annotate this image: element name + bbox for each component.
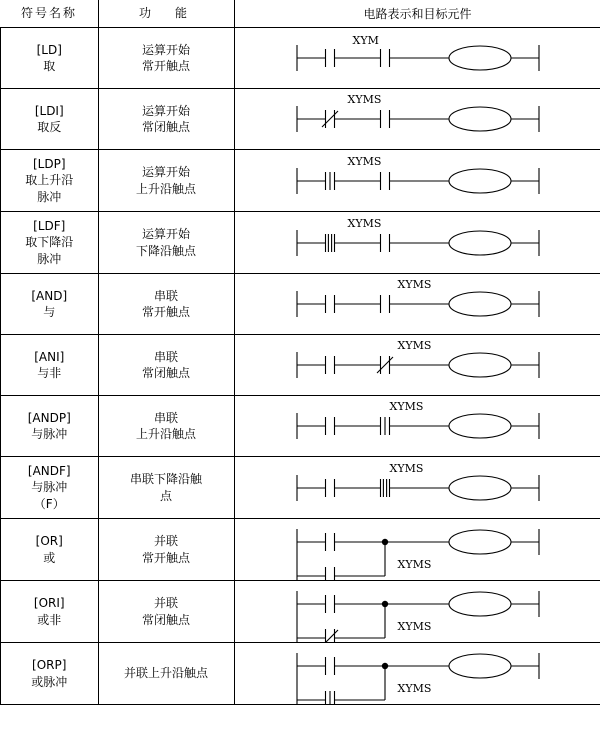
device-label: XYMS xyxy=(397,278,432,291)
ladder-svg xyxy=(235,28,600,84)
symbol-line: [ANDF] xyxy=(27,464,71,479)
cell-symbol-name xyxy=(1,150,99,212)
ladder-svg xyxy=(235,151,600,211)
device-label: XYMS xyxy=(389,461,424,475)
cell-circuit xyxy=(234,274,600,335)
cell-symbol-name xyxy=(1,457,99,519)
ladder-diagram xyxy=(235,28,600,88)
function-line: 常开触点 xyxy=(141,305,190,319)
ladder-diagram xyxy=(235,520,600,580)
symbol-line: 与脉冲 xyxy=(31,427,68,441)
function-line: 下降沿触点 xyxy=(135,243,196,258)
table-row xyxy=(1,581,600,643)
cell-circuit xyxy=(234,89,600,150)
symbol-line: 取上升沿 xyxy=(25,173,74,188)
header-function xyxy=(98,0,234,28)
function-line: 并联上升沿触点 xyxy=(123,666,208,681)
ladder-svg xyxy=(235,89,600,145)
symbol-line: （F） xyxy=(33,496,65,511)
table-row xyxy=(1,274,600,335)
device-label: XYMS xyxy=(397,557,432,571)
function-line: 常闭触点 xyxy=(141,120,190,134)
table-row xyxy=(1,212,600,274)
symbol-line: 脉冲 xyxy=(37,251,62,266)
cell-symbol-name xyxy=(1,581,99,643)
function-line: 常开触点 xyxy=(141,550,190,565)
cell-symbol-name xyxy=(1,89,99,150)
function-line: 运算开始 xyxy=(141,227,190,242)
header-function-label: 功 能 xyxy=(138,5,193,20)
function-line: 运算开始 xyxy=(141,103,190,118)
cell-circuit xyxy=(234,519,600,581)
cell-function xyxy=(98,519,234,581)
cell-function xyxy=(98,28,234,89)
cell-function xyxy=(98,457,234,519)
cell-function xyxy=(98,581,234,643)
cell-function xyxy=(98,212,234,274)
ladder-diagram xyxy=(235,213,600,273)
cell-circuit xyxy=(234,335,600,396)
cell-symbol-name xyxy=(1,643,99,705)
symbol-line: 或 xyxy=(43,550,56,565)
function-line: 运算开始 xyxy=(141,42,190,57)
function-line: 串联 xyxy=(153,349,178,364)
table-row xyxy=(1,28,600,89)
symbol-line: 取 xyxy=(43,59,56,73)
device-label: XYMS xyxy=(347,216,382,230)
device-label: XYMS xyxy=(397,681,432,695)
ladder-diagram xyxy=(235,274,600,334)
symbol-line: 与 xyxy=(43,305,56,319)
table-row xyxy=(1,643,600,705)
cell-function xyxy=(98,150,234,212)
device-label: XYM xyxy=(352,34,379,47)
symbol-line: 脉冲 xyxy=(37,189,62,204)
function-line: 点 xyxy=(159,488,172,503)
symbol-line: [LDI] xyxy=(34,103,64,118)
header-symbol-name xyxy=(1,0,99,28)
function-line: 串联下降沿触 xyxy=(129,472,202,487)
cell-circuit xyxy=(234,396,600,457)
symbol-line: 取下降沿 xyxy=(25,235,74,250)
cell-symbol-name xyxy=(1,335,99,396)
cell-function xyxy=(98,335,234,396)
ladder-svg xyxy=(235,213,600,273)
ladder-diagram xyxy=(235,396,600,456)
symbol-line: [ANI] xyxy=(34,349,65,364)
ladder-svg xyxy=(235,582,600,642)
symbol-line: [LDP] xyxy=(32,157,66,172)
table-row xyxy=(1,335,600,396)
device-label: XYMS xyxy=(397,339,432,352)
function-line: 并联 xyxy=(153,596,178,611)
function-line: 上升沿触点 xyxy=(135,427,196,441)
cell-circuit xyxy=(234,457,600,519)
symbol-line: [ORI] xyxy=(33,596,65,611)
function-line: 运算开始 xyxy=(141,165,190,180)
cell-circuit xyxy=(234,643,600,705)
table-row xyxy=(1,89,600,150)
cell-function xyxy=(98,643,234,705)
device-label: XYMS xyxy=(397,619,432,633)
cell-symbol-name xyxy=(1,212,99,274)
table-row xyxy=(1,150,600,212)
symbol-line: 与非 xyxy=(37,366,62,380)
ladder-diagram xyxy=(235,151,600,211)
symbol-line: [LD] xyxy=(36,42,62,57)
cell-function xyxy=(98,396,234,457)
ladder-diagram xyxy=(235,89,600,149)
cell-circuit xyxy=(234,150,600,212)
function-line: 常开触点 xyxy=(141,59,190,73)
table-row xyxy=(1,457,600,519)
table-row xyxy=(1,519,600,581)
function-line: 常闭触点 xyxy=(141,612,190,627)
cell-circuit xyxy=(234,28,600,89)
function-line: 串联 xyxy=(153,288,178,303)
symbol-line: [LDF] xyxy=(33,219,66,234)
function-line: 常闭触点 xyxy=(141,366,190,380)
device-label: XYMS xyxy=(347,93,382,106)
device-label: XYMS xyxy=(389,400,424,413)
cell-symbol-name xyxy=(1,519,99,581)
function-line: 上升沿触点 xyxy=(135,181,196,196)
symbol-line: 取反 xyxy=(37,120,62,134)
symbol-line: 与脉冲 xyxy=(31,480,68,495)
cell-function xyxy=(98,89,234,150)
cell-symbol-name xyxy=(1,274,99,335)
symbol-line: [AND] xyxy=(31,288,68,303)
ladder-diagram xyxy=(235,644,600,704)
cell-function xyxy=(98,274,234,335)
ladder-diagram xyxy=(235,458,600,518)
header-symbol-name-label: 符号名称 xyxy=(20,5,77,20)
function-line: 串联 xyxy=(153,410,178,425)
header-circuit-label: 电路表示和目标元件 xyxy=(363,6,472,21)
cell-circuit xyxy=(234,581,600,643)
table-row xyxy=(1,396,600,457)
device-label: XYMS xyxy=(347,154,382,168)
symbol-line: 或脉冲 xyxy=(31,674,68,689)
header-circuit xyxy=(234,0,600,28)
ladder-diagram xyxy=(235,335,600,395)
function-line: 并联 xyxy=(153,534,178,549)
ladder-svg xyxy=(235,644,600,704)
cell-symbol-name xyxy=(1,396,99,457)
symbol-line: [ANDP] xyxy=(27,410,71,425)
table-body xyxy=(1,0,600,705)
ladder-svg xyxy=(235,520,600,580)
symbol-line: [OR] xyxy=(35,534,63,549)
table-header-row xyxy=(1,0,600,28)
symbol-line: [ORP] xyxy=(32,658,67,673)
cell-circuit xyxy=(234,212,600,274)
symbol-line: 或非 xyxy=(37,612,62,627)
cell-symbol-name xyxy=(1,28,99,89)
ladder-diagram xyxy=(235,582,600,642)
